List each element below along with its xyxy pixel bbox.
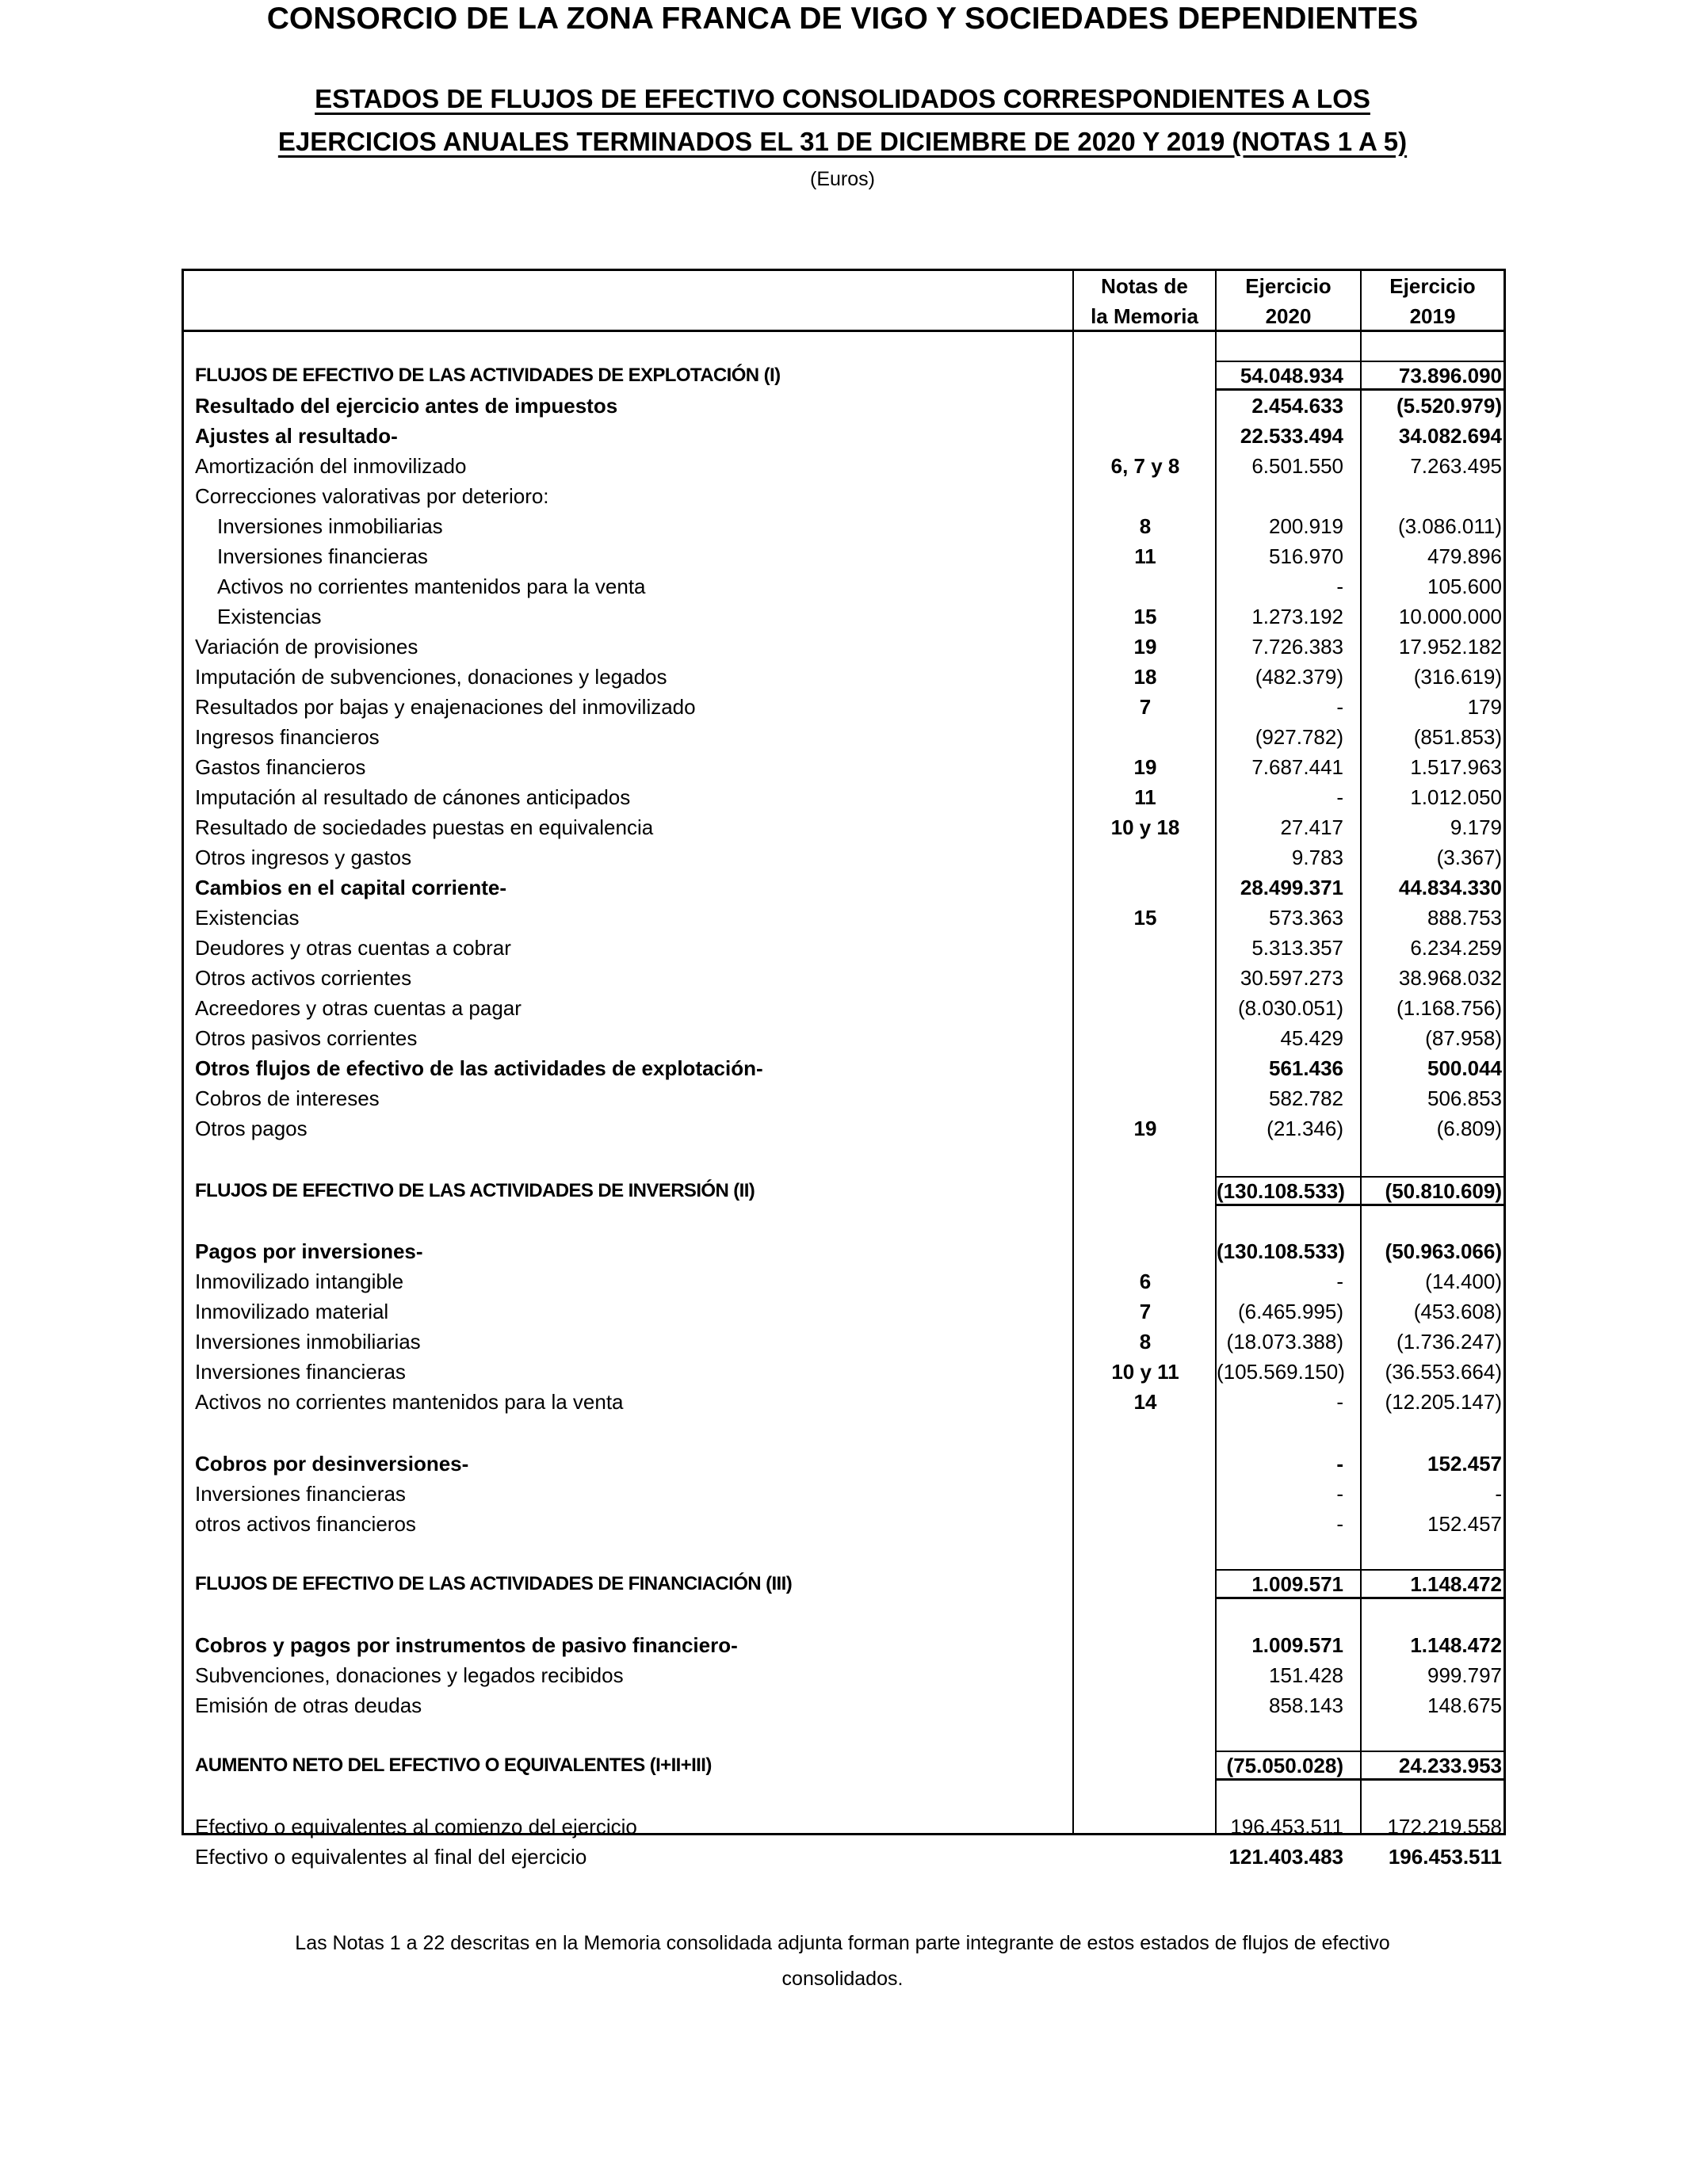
row-label: Otros activos corrientes: [195, 966, 412, 990]
row-value-2020: 6.501.550: [1251, 454, 1343, 478]
table-row: [184, 1449, 1504, 1479]
row-value-2019: 479.896: [1427, 544, 1502, 568]
table-row: [184, 1327, 1504, 1357]
row-value-2020: 30.597.273: [1240, 966, 1343, 990]
row-value-2019: -: [1495, 1482, 1502, 1506]
row-label: Otros flujos de efectivo de las actividades de explotación-: [195, 1056, 763, 1080]
statement-title-line2: [0, 122, 1685, 162]
row-label: Resultados por bajas y enajenaciones del inmovilizado: [195, 695, 696, 719]
row-value-2020: 121.403.483: [1228, 1845, 1343, 1869]
row-label: Inmovilizado material: [195, 1300, 389, 1323]
row-value-2020: 7.687.441: [1251, 755, 1343, 779]
row-label: Deudores y otras cuentas a cobrar: [195, 936, 511, 960]
row-value-2020: 1.273.192: [1251, 605, 1343, 628]
row-value-2020: (927.782): [1255, 725, 1343, 749]
row-value-2020: 200.919: [1269, 514, 1343, 538]
table-row: [184, 752, 1504, 782]
footnote-line2: consolidados.: [781, 1968, 904, 1990]
row-value-2019: (851.853): [1413, 725, 1502, 749]
table-row: [184, 1569, 1504, 1599]
row-value-2020: 45.429: [1280, 1026, 1343, 1050]
row-value-2019: (5.520.979): [1397, 394, 1502, 418]
statement-title-line2-text: EJERCICIOS ANUALES TERMINADOS EL 31 DE DICIEMBRE DE 2020 Y 2019 (NOTAS 1 A 5): [277, 127, 1408, 156]
statement-title-line1: [0, 79, 1685, 119]
row-value-2020: (105.569.150): [1217, 1360, 1345, 1384]
table-row: [184, 361, 1504, 391]
row-label: Inversiones inmobiliarias: [217, 514, 443, 538]
table-row: [184, 1113, 1504, 1144]
table-row: [184, 1266, 1504, 1296]
row-label: Activos no corrientes mantenidos para la venta: [195, 1390, 624, 1414]
row-value-2019: 148.675: [1427, 1693, 1502, 1717]
row-label: Ingresos financieros: [195, 725, 380, 749]
row-value-2019: (316.619): [1413, 665, 1502, 689]
row-value-2019: (50.963.066): [1385, 1239, 1502, 1263]
row-label: Inversiones inmobiliarias: [195, 1330, 421, 1354]
row-value-2020: 28.499.371: [1240, 876, 1343, 899]
row-value-2019: (1.736.247): [1397, 1330, 1502, 1354]
cash-flow-table: [181, 269, 1506, 1869]
row-value-2020: 582.782: [1269, 1086, 1343, 1110]
table-row: [184, 1812, 1504, 1842]
table-row: [184, 632, 1504, 662]
currency-unit: (Euros): [810, 168, 875, 190]
row-value-2019: 6.234.259: [1410, 936, 1502, 960]
table-row: [184, 451, 1504, 481]
row-note: 14: [1133, 1390, 1157, 1414]
row-note: 11: [1134, 544, 1156, 568]
row-value-2019: 196.453.511: [1388, 1845, 1502, 1869]
row-label: Inversiones financieras: [217, 544, 428, 568]
row-value-2019: 17.952.182: [1398, 635, 1502, 659]
table-row: [184, 1479, 1504, 1509]
row-value-2020: 5.313.357: [1251, 936, 1343, 960]
row-label: Existencias: [195, 906, 300, 930]
row-label: Emisión de otras deudas: [195, 1693, 422, 1717]
row-label: Amortización del inmovilizado: [195, 454, 467, 478]
row-value-2020: (130.108.533): [1217, 1239, 1345, 1263]
table-row: [184, 872, 1504, 903]
table-row: [184, 1053, 1504, 1083]
table-row: [184, 1357, 1504, 1387]
row-label: FLUJOS DE EFECTIVO DE LAS ACTIVIDADES DE FINANCIACIÓN (III): [195, 1573, 793, 1594]
table-row: [184, 1176, 1504, 1206]
table-row: [184, 1842, 1504, 1872]
row-value-2020: 516.970: [1269, 544, 1343, 568]
row-label: Gastos financieros: [195, 755, 366, 779]
table-row: [184, 601, 1504, 632]
row-value-2020: 151.428: [1269, 1663, 1343, 1687]
row-value-2020: 54.048.934: [1240, 364, 1343, 388]
row-label: Correcciones valorativas por deterioro:: [195, 484, 549, 508]
row-value-2020: 1.009.571: [1251, 1572, 1343, 1596]
row-value-2020: (482.379): [1255, 665, 1343, 689]
row-value-2019: 888.753: [1427, 906, 1502, 930]
footnote: [159, 1926, 1526, 1997]
row-value-2020: (21.346): [1267, 1117, 1343, 1140]
row-value-2019: (3.367): [1436, 846, 1502, 869]
header-2019-line1: Ejercicio: [1389, 274, 1476, 298]
row-note: 6, 7 y 8: [1110, 454, 1180, 478]
row-label: Cambios en el capital corriente-: [195, 876, 507, 899]
table-row: [184, 662, 1504, 692]
row-value-2019: (3.086.011): [1397, 514, 1502, 538]
row-value-2019: 24.233.953: [1398, 1754, 1502, 1777]
table-row: [184, 421, 1504, 451]
row-value-2019: 152.457: [1427, 1512, 1502, 1536]
row-value-2020: (6.465.995): [1238, 1300, 1343, 1323]
row-note: 8: [1139, 514, 1152, 538]
row-value-2019: (14.400): [1425, 1270, 1502, 1293]
row-label: FLUJOS DE EFECTIVO DE LAS ACTIVIDADES DE EXPLOTACIÓN (I): [195, 365, 781, 386]
row-value-2019: 38.968.032: [1398, 966, 1502, 990]
row-value-2019: 172.219.558: [1387, 1815, 1502, 1838]
table-row: [184, 481, 1504, 511]
row-note: 15: [1133, 906, 1157, 930]
row-label: Variación de provisiones: [195, 635, 418, 659]
row-note: 19: [1133, 635, 1157, 659]
table-row: [184, 933, 1504, 963]
header-2020-line1: Ejercicio: [1245, 274, 1332, 298]
row-label: Efectivo o equivalentes al final del ejercicio: [195, 1845, 587, 1869]
table-row: [184, 541, 1504, 571]
row-value-2019: 9.179: [1450, 815, 1502, 839]
header-notes-line1: Notas de: [1101, 274, 1188, 298]
row-value-2019: (12.205.147): [1385, 1390, 1502, 1414]
row-label: Imputación al resultado de cánones anticipados: [195, 785, 631, 809]
row-note: 18: [1133, 665, 1157, 689]
row-value-2020: 1.009.571: [1251, 1633, 1343, 1657]
row-value-2019: (36.553.664): [1385, 1360, 1502, 1384]
row-value-2020: -: [1336, 575, 1343, 598]
row-label: Efectivo o equivalentes al comienzo del ejercicio: [195, 1815, 637, 1838]
row-note: 8: [1139, 1330, 1152, 1354]
table-row: [184, 812, 1504, 842]
header-2020-line2: 2020: [1265, 304, 1312, 328]
row-value-2020: 196.453.511: [1230, 1815, 1343, 1838]
row-value-2020: -: [1336, 1512, 1343, 1536]
table-row: [184, 1023, 1504, 1053]
row-note: 19: [1133, 755, 1157, 779]
row-value-2019: (87.958): [1425, 1026, 1502, 1050]
row-note: 15: [1133, 605, 1157, 628]
table-row: [184, 1630, 1504, 1660]
table-row: [184, 1751, 1504, 1781]
statement-title-line1-text: ESTADOS DE FLUJOS DE EFECTIVO CONSOLIDADOS CORRESPONDIENTES A LOS: [315, 84, 1370, 113]
row-label: AUMENTO NETO DEL EFECTIVO O EQUIVALENTES (I+II+III): [195, 1754, 712, 1776]
row-value-2019: 179: [1467, 695, 1502, 719]
table-row: [184, 1387, 1504, 1417]
row-value-2020: 27.417: [1280, 815, 1343, 839]
row-value-2020: 2.454.633: [1251, 394, 1343, 418]
row-value-2020: 561.436: [1269, 1056, 1343, 1080]
row-value-2020: -: [1336, 1270, 1343, 1293]
row-note: 10 y 11: [1111, 1360, 1179, 1384]
row-label: Imputación de subvenciones, donaciones y legados: [195, 665, 667, 689]
row-value-2020: 573.363: [1269, 906, 1343, 930]
table-row: [184, 842, 1504, 872]
row-value-2020: -: [1336, 1452, 1343, 1476]
table-row: [184, 511, 1504, 541]
row-value-2020: (18.073.388): [1226, 1330, 1343, 1354]
row-value-2019: 73.896.090: [1398, 364, 1502, 388]
row-value-2019: (1.168.756): [1397, 996, 1502, 1020]
row-note: 19: [1133, 1117, 1157, 1140]
row-value-2020: -: [1336, 1482, 1343, 1506]
table-row: [184, 993, 1504, 1023]
row-label: Subvenciones, donaciones y legados recibidos: [195, 1663, 624, 1687]
row-label: Activos no corrientes mantenidos para la venta: [217, 575, 646, 598]
row-label: Acreedores y otras cuentas a pagar: [195, 996, 522, 1020]
row-label: Ajustes al resultado-: [195, 424, 398, 448]
row-value-2020: -: [1336, 785, 1343, 809]
row-label: Otros pagos: [195, 1117, 308, 1140]
row-value-2019: (6.809): [1436, 1117, 1502, 1140]
header-2019-line2: 2019: [1409, 304, 1456, 328]
table-row: [184, 1236, 1504, 1266]
table-row: [184, 963, 1504, 993]
header-2020: [1217, 271, 1360, 331]
row-value-2019: 999.797: [1427, 1663, 1502, 1687]
row-label: Cobros por desinversiones-: [195, 1452, 469, 1476]
row-value-2019: 152.457: [1427, 1452, 1502, 1476]
row-label: Resultado del ejercicio antes de impuestos: [195, 394, 618, 418]
row-note: 10 y 18: [1110, 815, 1180, 839]
row-label: Existencias: [217, 605, 322, 628]
row-label: otros activos financieros: [195, 1512, 416, 1536]
row-note: 6: [1139, 1270, 1152, 1293]
table-row: [184, 1296, 1504, 1327]
row-label: Resultado de sociedades puestas en equivalencia: [195, 815, 654, 839]
row-value-2019: 1.148.472: [1410, 1572, 1502, 1596]
table-row: [184, 1690, 1504, 1720]
row-value-2019: 1.517.963: [1410, 755, 1502, 779]
document-title: CONSORCIO DE LA ZONA FRANCA DE VIGO Y SOCIEDADES DEPENDIENTES: [266, 2, 1419, 36]
row-label: Inversiones financieras: [195, 1360, 406, 1384]
footnote-line1: Las Notas 1 a 22 descritas en la Memoria consolidada adjunta forman parte integrante de estos estados de flujos de efectivo: [295, 1932, 1390, 1954]
table-row: [184, 903, 1504, 933]
row-value-2020: 9.783: [1291, 846, 1343, 869]
table-row: [184, 1660, 1504, 1690]
table-row: [184, 571, 1504, 601]
row-label: Otros pasivos corrientes: [195, 1026, 418, 1050]
row-value-2019: 105.600: [1427, 575, 1502, 598]
row-value-2019: (50.810.609): [1385, 1179, 1502, 1203]
row-value-2020: 22.533.494: [1240, 424, 1343, 448]
row-value-2019: (453.608): [1413, 1300, 1502, 1323]
header-notes-line2: la Memoria: [1091, 304, 1198, 328]
row-value-2019: 10.000.000: [1398, 605, 1502, 628]
row-value-2020: -: [1336, 695, 1343, 719]
row-note: 7: [1139, 695, 1152, 719]
row-value-2019: 7.263.495: [1410, 454, 1502, 478]
row-note: 7: [1139, 1300, 1152, 1323]
row-value-2019: 506.853: [1427, 1086, 1502, 1110]
row-value-2020: 858.143: [1269, 1693, 1343, 1717]
row-note: 11: [1134, 785, 1156, 809]
row-label: Pagos por inversiones-: [195, 1239, 423, 1263]
row-label: FLUJOS DE EFECTIVO DE LAS ACTIVIDADES DE INVERSIÓN (II): [195, 1180, 755, 1201]
table-row: [184, 1509, 1504, 1539]
row-label: Cobros de intereses: [195, 1086, 380, 1110]
row-label: Cobros y pagos por instrumentos de pasivo financiero-: [195, 1633, 738, 1657]
row-label: Otros ingresos y gastos: [195, 846, 412, 869]
row-value-2020: (8.030.051): [1238, 996, 1343, 1020]
row-value-2019: 1.148.472: [1410, 1633, 1502, 1657]
table-row: [184, 692, 1504, 722]
table-row: [184, 722, 1504, 752]
row-value-2019: 34.082.694: [1398, 424, 1502, 448]
row-value-2020: -: [1336, 1390, 1343, 1414]
row-label: Inversiones financieras: [195, 1482, 406, 1506]
header-2019: [1362, 271, 1504, 331]
table-row: [184, 391, 1504, 421]
row-value-2019: 500.044: [1427, 1056, 1502, 1080]
row-label: Inmovilizado intangible: [195, 1270, 404, 1293]
row-value-2020: (75.050.028): [1226, 1754, 1343, 1777]
row-value-2019: 1.012.050: [1410, 785, 1502, 809]
row-value-2020: (130.108.533): [1217, 1179, 1345, 1203]
row-value-2019: 44.834.330: [1398, 876, 1502, 899]
table-row: [184, 1083, 1504, 1113]
row-value-2020: 7.726.383: [1251, 635, 1343, 659]
table-row: [184, 782, 1504, 812]
header-notes: [1074, 271, 1215, 331]
